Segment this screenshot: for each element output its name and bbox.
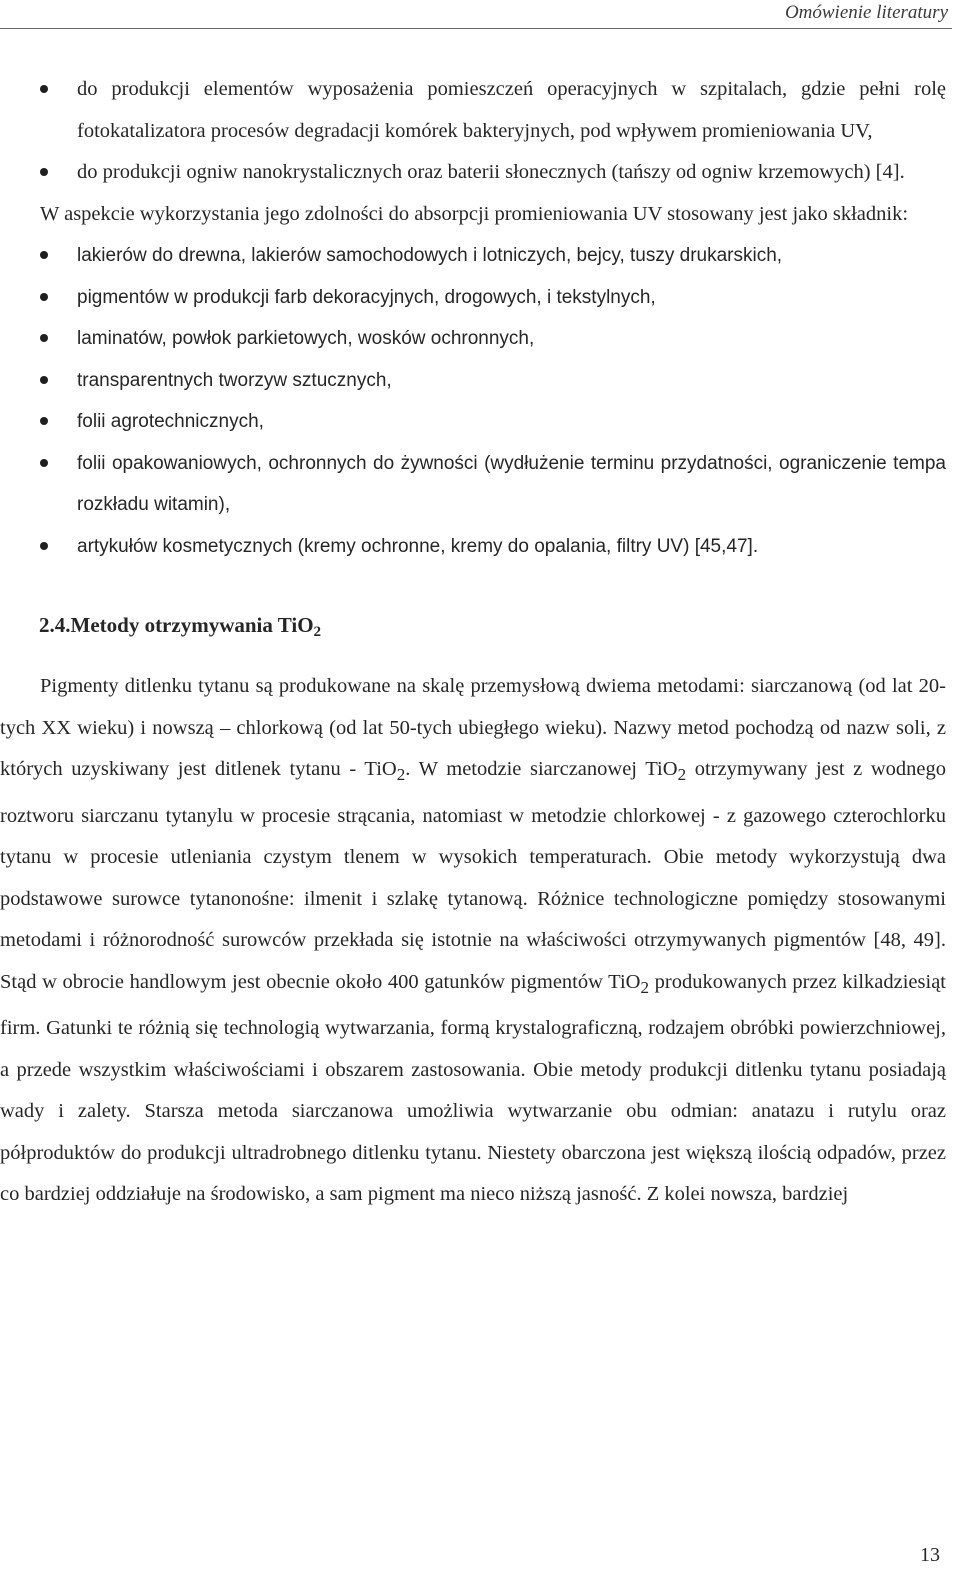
section-title-subscript: 2	[313, 623, 322, 640]
list-item: do produkcji ogniw nanokrystalicznych oraz baterii słonecznych (tańszy od ogniw krzemowych) [4].	[0, 152, 946, 194]
running-header	[0, 0, 948, 28]
subscript: 2	[640, 977, 650, 997]
subscript: 2	[396, 765, 406, 785]
spacer	[0, 646, 946, 666]
header-rule	[0, 28, 952, 29]
list-item: transparentnych tworzyw sztucznych,	[0, 360, 946, 402]
paragraph-text: otrzymywany jest z wodnego roztworu siarczanu tytanylu w procesie strącania, natomiast w metodzie chlorkowej - z gazowego czterochlorku tytanu w procesie utleniania czystym tlenem w wysokich temperaturach. Obie metody wykorzystują dwa podstawowe surowce tytanonośne: ilmenit i szlakę tytanową. Różnice technologiczne pomiędzy stosowanymi metodami i różnorodność surowców przekłada się istotnie na właściwości otrzymywanych pigmentów [48, 49]. Stąd w obrocie handlowym jest obecnie około 400 gatunków pigmentów TiO	[0, 758, 947, 993]
list-item: do produkcji elementów wyposażenia pomieszczeń operacyjnych w szpitalach, gdzie pełni rolę fotokatalizatora procesów degradacji komórek bakteryjnych, pod wpływem promieniowania UV,	[0, 69, 946, 152]
page-content	[0, 69, 946, 1216]
list-item: laminatów, powłok parkietowych, wosków ochronnych,	[0, 318, 946, 360]
applications-list-1	[0, 69, 946, 194]
body-paragraph	[0, 666, 946, 1216]
intro-paragraph: W aspekcie wykorzystania jego zdolności do absorpcji promieniowania UV stosowany jest jako składnik:	[40, 202, 909, 225]
list-item: artykułów kosmetycznych (kremy ochronne, kremy do opalania, filtry UV) [45,47].	[0, 526, 946, 568]
list-item: pigmentów w produkcji farb dekoracyjnych, drogowych, i tekstylnych,	[0, 277, 946, 319]
section-heading	[39, 604, 946, 646]
section-title: Metody otrzymywania TiO	[70, 613, 314, 637]
running-header-title: Omówienie literatury	[784, 2, 948, 23]
applications-list-2	[0, 235, 946, 567]
list-item: folii agrotechnicznych,	[0, 401, 946, 443]
paragraph-text: produkowanych przez kilkadziesiąt firm. Gatunki te różnią się technologią wytwarzania, formą krystalograficzną, rodzajem obróbki powierzchniowej, a przede wszystkim właściwościami i obszarem zastosowania. Obie metody produkcji ditlenku tytanu posiadają wady i zalety. Starsza metoda siarczanowa umożliwia wytwarzanie obu odmian: anatazu i rutylu oraz półproduktów do produkcji ultradrobnego ditlenku tytanu. Niestety obarczona jest większą ilością odpadów, przez co bardziej oddziałuje na środowisko, a sam pigment ma nieco niższą jasność. Z kolei nowsza, bardziej	[0, 970, 946, 1206]
list-item: lakierów do drewna, lakierów samochodowych i lotniczych, bejcy, tuszy drukarskich,	[0, 235, 946, 277]
section-number: 2.4.	[39, 613, 71, 637]
list-item: folii opakowaniowych, ochronnych do żywności (wydłużenie terminu przydatności, ograniczenie tempa rozkładu witamin),	[0, 443, 946, 526]
paragraph-text: Pigmenty ditlenku tytanu są produkowane na skalę przemysłową dwiema metodami: siarczanową (od lat 20-tych XX wieku) i nowszą – chlorkową (od lat 50-tych ubiegłego wieku). Nazwy metod pochodzą od nazw soli, z których uzyskiwany jest ditlenek tytanu - TiO	[0, 675, 946, 780]
page-number: 13	[920, 1544, 940, 1566]
subscript: 2	[677, 765, 687, 785]
paragraph-text: . W metodzie siarczanowej TiO	[405, 758, 678, 780]
